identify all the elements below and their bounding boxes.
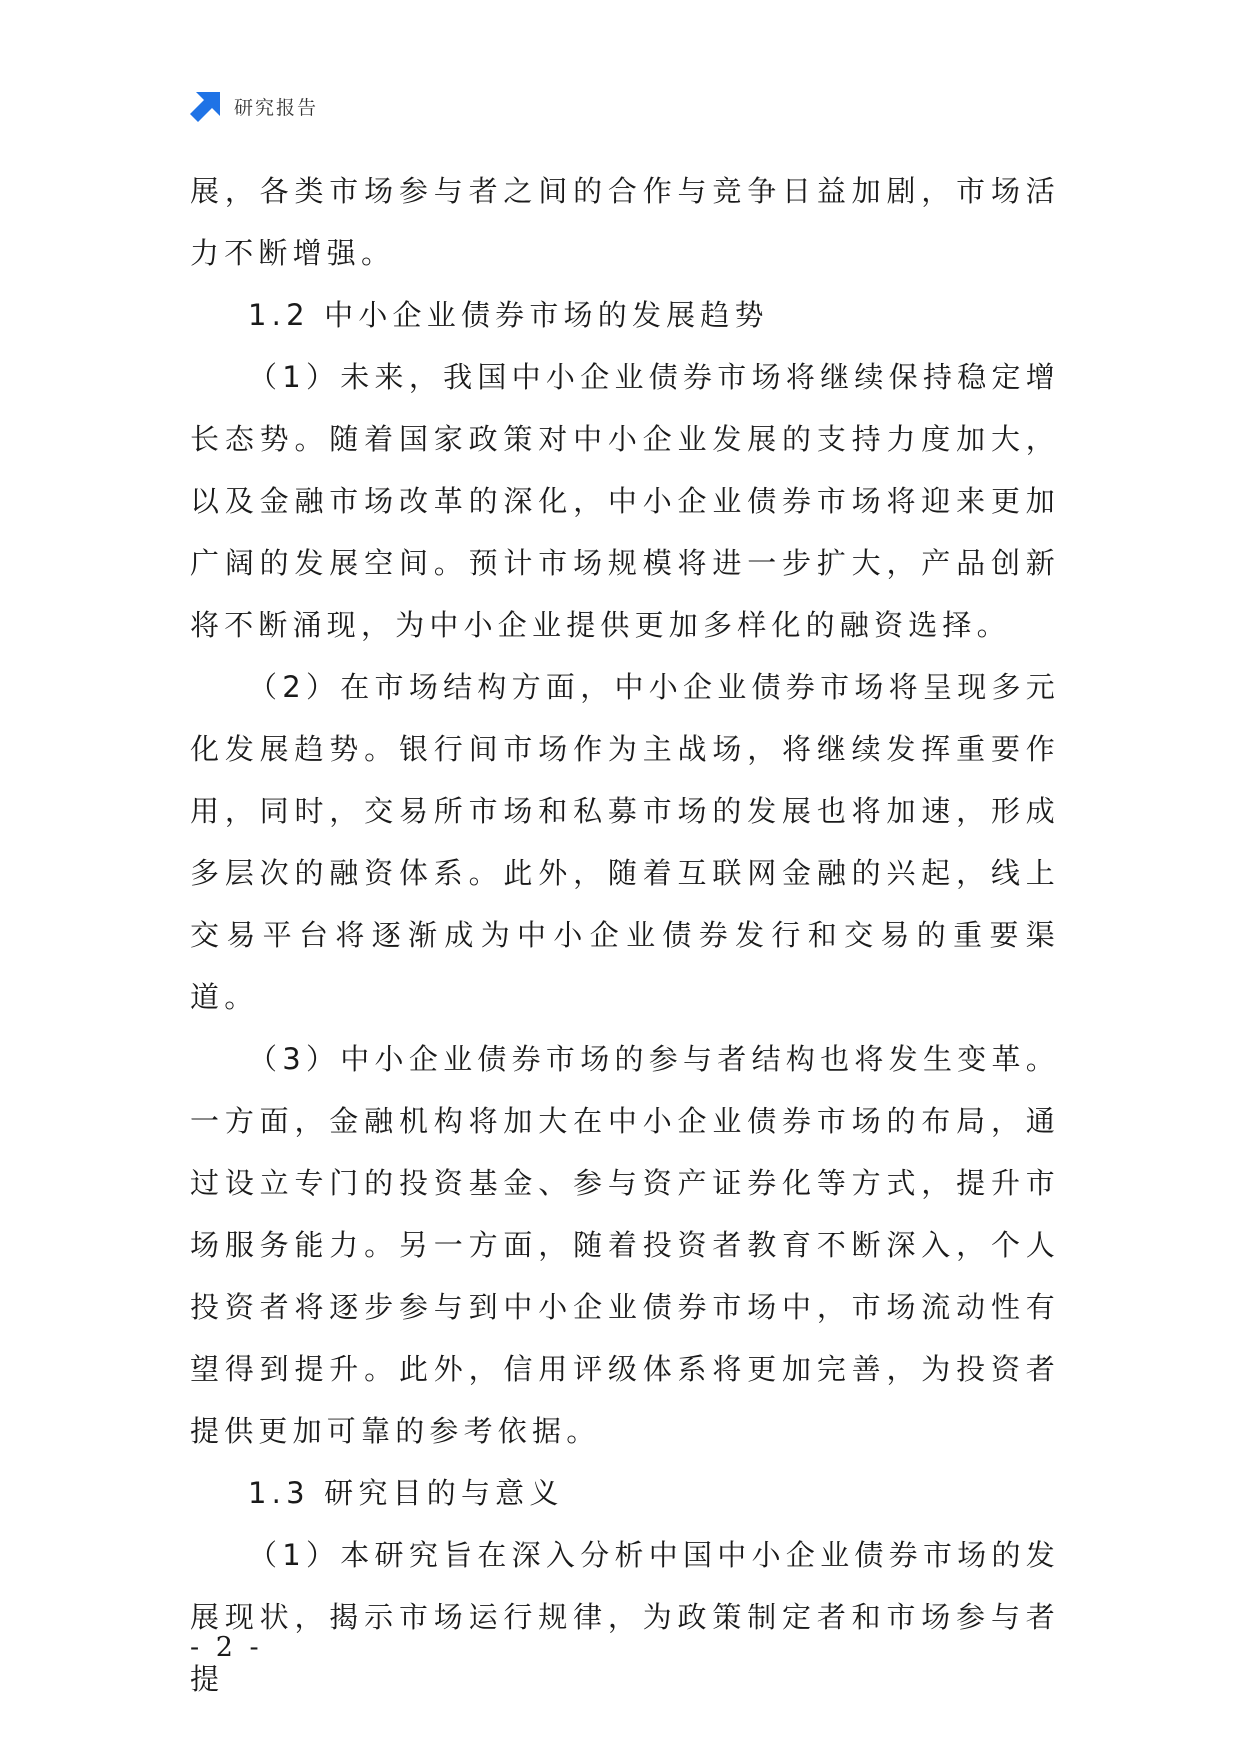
page-header [190,88,318,124]
paragraph-purpose-1: （1）本研究旨在深入分析中国中小企业债券市场的发展现状，揭示市场运行规律，为政策制定者和市场参与者提 [190,1538,1060,1696]
section-heading-1-3: 1.3 研究目的与意义 [248,1476,564,1510]
page-number: - 2 - [190,1632,263,1663]
paragraph-trend-1: （1）未来，我国中小企业债券市场将继续保持稳定增长态势。随着国家政策对中小企业发展的支持力度加大，以及金融市场改革的深化，中小企业债券市场将迎来更加广阔的发展空间。预计市场规模将进一步扩大，产品创新将不断涌现，为中小企业提供更加多样化的融资选择。 [190,360,1060,642]
paragraph-continued: 展，各类市场参与者之间的合作与竞争日益加剧，市场活力不断增强。 [190,174,1060,270]
paragraph-trend-2: （2）在市场结构方面，中小企业债券市场将呈现多元化发展趋势。银行间市场作为主战场，将继续发挥重要作用，同时，交易所市场和私募市场的发展也将加速，形成多层次的融资体系。此外，随着互联网金融的兴起，线上交易平台将逐渐成为中小企业债券发行和交易的重要渠道。 [190,670,1060,1014]
header-title: 研究报告 [234,96,319,119]
paragraph-trend-3: （3）中小企业债券市场的参与者结构也将发生变革。一方面，金融机构将加大在中小企业债券市场的布局，通过设立专门的投资基金、参与资产证券化等方式，提升市场服务能力。另一方面，随着投资者教育不断深入，个人投资者将逐步参与到中小企业债券市场中，市场流动性有望得到提升。此外，信用评级体系将更加完善，为投资者提供更加可靠的参考依据。 [190,1042,1060,1448]
document-body [190,160,1060,1710]
arrow-up-right-icon [190,90,222,122]
section-heading-1-2: 1.2 中小企业债券市场的发展趋势 [248,298,769,332]
